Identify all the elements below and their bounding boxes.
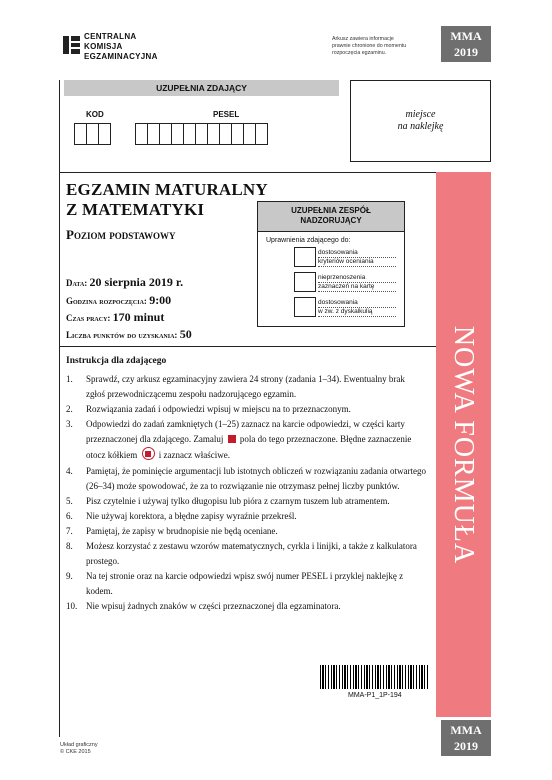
- instruction-item: 6. Nie używaj korektora, a błędne zapisy wyraźnie przekreśl.: [66, 510, 297, 521]
- instruction-item: 2. Rozwiązania zadań i odpowiedzi wpisuj w miejscu na to przeznaczonym.: [66, 404, 351, 415]
- exam-title: EGZAMIN MATURALNY Z MATEMATYKI: [66, 180, 268, 219]
- team-section-header: UZUPEŁNIA ZESPÓŁ NADZORUJĄCY: [258, 202, 404, 232]
- pesel-cell[interactable]: [256, 124, 267, 144]
- pesel-cell[interactable]: [196, 124, 208, 144]
- separator-line: [59, 172, 491, 173]
- code-badge-bottom: MMA 2019: [441, 720, 491, 756]
- left-border-line: [59, 80, 60, 737]
- cke-logo-icon: [62, 34, 82, 56]
- option-checkbox[interactable]: [294, 247, 316, 267]
- kod-cell[interactable]: [99, 124, 110, 144]
- separator-line: [59, 346, 436, 347]
- exam-points: Liczba punktów do uzyskania: 50: [66, 327, 192, 341]
- exam-start-time: Godzina rozpoczęcia: 9:00: [66, 293, 172, 307]
- barcode: [320, 665, 428, 689]
- pesel-cell[interactable]: [160, 124, 172, 144]
- kod-field[interactable]: [74, 123, 111, 145]
- instructions-title: Instrukcja dla zdającego: [66, 356, 167, 366]
- instruction-item: 8. Możesz korzystać z zestawu wzorów matematycznych, cyrkla i linijki, a także z kalkulatora prostego.: [66, 541, 417, 567]
- pesel-cell[interactable]: [244, 124, 256, 144]
- sticker-area[interactable]: miejsce na naklejkę: [350, 80, 491, 162]
- option-checkbox[interactable]: [294, 272, 316, 292]
- instruction-item: 4. Pamiętaj, że pominięcie argumentacji lub istotnych obliczeń w rozwiązaniu zadania otwartego (26–34) może spowodować, że za to rozwiązanie nie otrzymasz pełnej liczby punktów.: [66, 465, 426, 491]
- barcode-label: MMA-P1_1P-194: [348, 692, 402, 699]
- pesel-cell[interactable]: [136, 124, 148, 144]
- instruction-item: 10. Nie wpisuj żadnych znaków w części przeznaczonej dla egzaminatora.: [66, 601, 341, 612]
- copyright-notice: Arkusz zawiera informacje prawnie chronione do momentu rozpoczęcia egzaminu.: [332, 36, 407, 56]
- exam-level: Poziom podstawowy: [66, 227, 176, 242]
- vertical-banner-text: NOWA FORMUŁA: [448, 325, 480, 564]
- cke-logo: [62, 30, 172, 64]
- instruction-item: 3. Odpowiedzi do zadań zamkniętych (1–25) zaznacz na karcie odpowiedzi, w części karty przeznaczonej dla zdającego. Zamaluj pola do tego przeznaczone. Błędne zaznaczenie otocz kółkiem i zaznacz właściwe.: [66, 419, 412, 461]
- circled-square-icon: [142, 447, 155, 460]
- instruction-item: 1. Sprawdź, czy arkusz egzaminacyjny zawiera 24 strony (zadania 1–34). Ewentualny brak zgłoś przewodniczącemu zespołu nadzorującego egzamin.: [66, 374, 405, 400]
- pesel-cell[interactable]: [172, 124, 184, 144]
- instruction-item: 9. Na tej stronie oraz na karcie odpowiedzi wpisz swój numer PESEL i przyklej naklejkę z kodem.: [66, 571, 404, 597]
- footer-credits: Układ graficzny © CKE 2015: [60, 742, 98, 755]
- pesel-field[interactable]: [135, 123, 268, 145]
- option-label: dostosowania kryteriów oceniania: [318, 249, 396, 267]
- code-badge-top: MMA 2019: [441, 26, 491, 62]
- option-checkbox[interactable]: [294, 297, 316, 317]
- filled-square-icon: [228, 435, 236, 443]
- exam-duration: Czas pracy: 170 minut: [66, 310, 165, 324]
- pesel-cell[interactable]: [232, 124, 244, 144]
- pesel-cell[interactable]: [220, 124, 232, 144]
- pesel-label: PESEL: [213, 110, 240, 119]
- exam-date: Data: 20 sierpnia 2019 r.: [66, 275, 184, 289]
- pesel-cell[interactable]: [208, 124, 220, 144]
- team-section-box: [257, 201, 405, 327]
- kod-cell[interactable]: [87, 124, 99, 144]
- team-section-subtitle: Uprawnienia zdającego do:: [266, 237, 351, 244]
- option-label: dostosowania w zw. z dyskalkulią: [318, 299, 396, 317]
- institution-name: CENTRALNA KOMISJA EGZAMINACYJNA: [84, 32, 158, 61]
- student-section-header: UZUPEŁNIA ZDAJĄCY: [64, 80, 339, 96]
- kod-cell[interactable]: [75, 124, 87, 144]
- kod-label: KOD: [86, 110, 104, 119]
- option-label: nieprzenoszenia zaznaczeń na kartę: [318, 274, 396, 292]
- instruction-item: 5. Pisz czytelnie i używaj tylko długopisu lub pióra z czarnym tuszem lub atramentem.: [66, 495, 390, 506]
- instructions-list: [66, 372, 426, 615]
- instruction-item: 7. Pamiętaj, że zapisy w brudnopisie nie będą oceniane.: [66, 525, 278, 536]
- pesel-cell[interactable]: [148, 124, 160, 144]
- pesel-cell[interactable]: [184, 124, 196, 144]
